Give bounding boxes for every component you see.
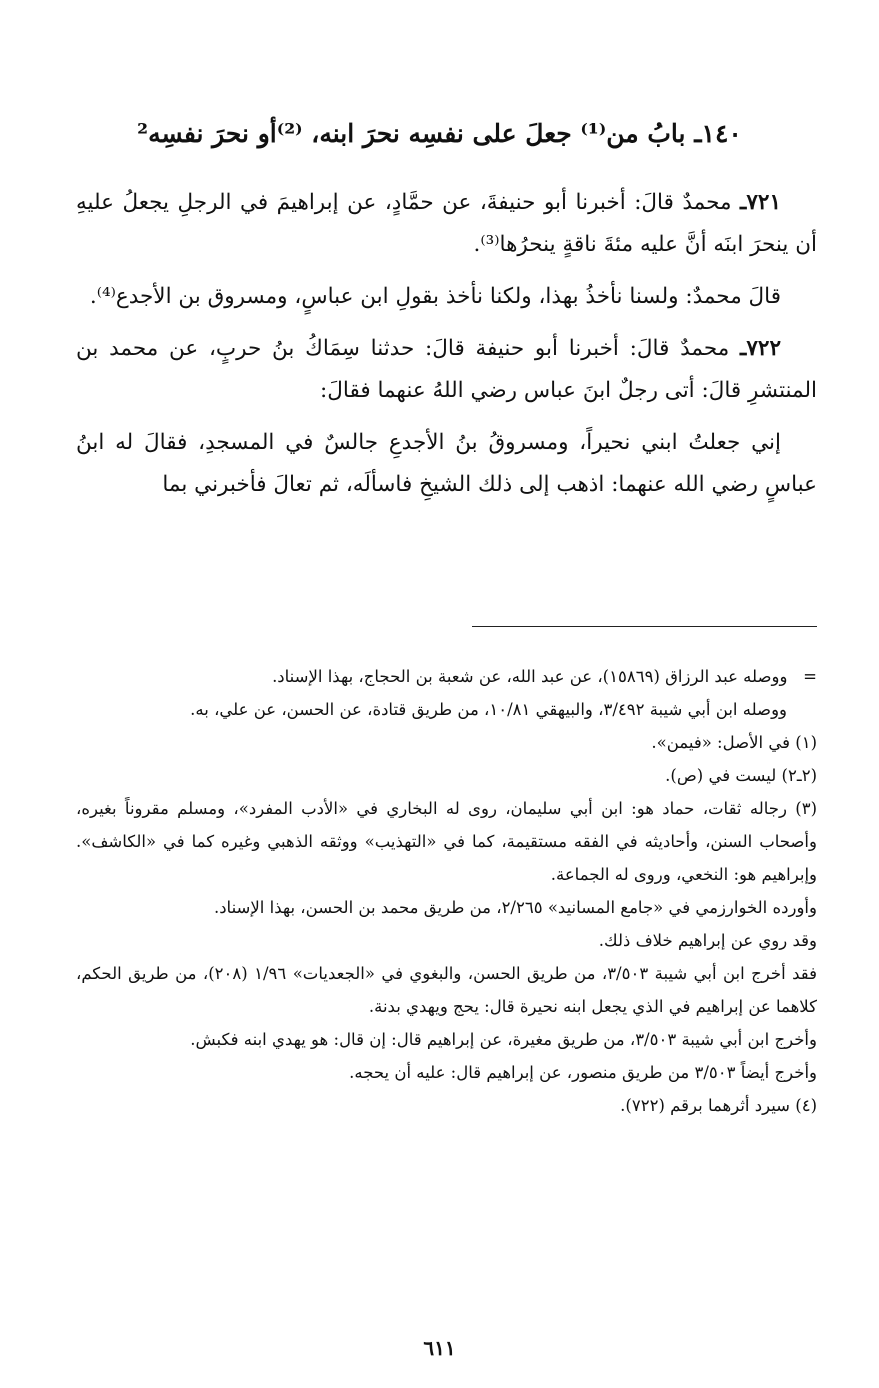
footnotes: [76, 660, 817, 1122]
footnote-continuation: [76, 660, 817, 693]
footnote-3-line: وأورده الخوارزمي في «جامع المسانيد» ٢/٢٦٥، من طريق محمد بن الحسن، بهذا الإسناد.: [213, 898, 817, 917]
footnote-2: (٢ـ٢) ليست في (ص).: [665, 766, 817, 785]
chapter-heading: ١٤٠ـ بابُ من⁽¹⁾ جعلَ على نفسِه نحرَ ابنه، ⁽²⁾أو نحرَ نفسِه²: [137, 119, 742, 148]
footnote-3-line: فقد أخرج ابن أبي شيبة ٣/٥٠٣، من طريق الحسن، والبغوي في «الجعديات» ١/٩٦ (٢٠٨)، من طريق الحكم، كلاهما عن إبراهيم في الذي يجعل ابنه نحيرة قال: يحج ويهدي بدنة.: [76, 964, 817, 1016]
page-number: ٦١١: [423, 1336, 456, 1360]
quote-paragraph: إني جعلتُ ابني نحيراً، ومسروقُ بنُ الأجدعِ جالسٌ في المسجدِ، فقالَ له ابنُ عباسٍ رضي الله عنهما: اذهب إلى ذلك الشيخِ فاسألَه، ثم تعالَ فأخبرني بما: [76, 430, 817, 497]
hadith-721: [76, 182, 817, 266]
footnote-separator: [472, 626, 817, 627]
hadith-text: محمدٌ قالَ: أخبرنا أبو حنيفةَ، عن حمَّادٍ، عن إبراهيمَ في الرجلِ يجعلُ عليهِ أن ينحرَ ابنَه أنَّ عليه مئةَ ناقةٍ ينحرُها⁽³⁾.: [76, 190, 817, 257]
footnote-3-line: وقد روي عن إبراهيم خلاف ذلك.: [598, 931, 817, 950]
continuation-mark: =: [803, 667, 817, 686]
footnote-3: (٣) رجاله ثقات، حماد هو: ابن أبي سليمان، روى له البخاري في «الأدب المفرد»، ومسلم مقروناً بغيره، وأصحاب السنن، وأحاديثه في الفقه مستقيمة، كما في «التهذيب» ووثقه الذهبي وغيره كما في «الكاشف». وإبراهيم هو: النخعي، وروى له الجماعة.: [76, 799, 817, 884]
commentary-paragraph: قالَ محمدٌ: ولسنا نأخذُ بهذا، ولكنا نأخذ بقولِ ابن عباسٍ، ومسروق بن الأجدع⁽⁴⁾.: [89, 284, 781, 309]
footnote-3-line: وأخرج أيضاً ٣/٥٠٣ من طريق منصور، عن إبراهيم قال: عليه أن يحجه.: [349, 1063, 817, 1082]
main-text: [76, 182, 817, 514]
hadith-722: [76, 328, 817, 412]
hadith-number: ٧٢٢ـ: [740, 336, 781, 361]
hadith-text: محمدٌ قالَ: أخبرنا أبو حنيفة قالَ: حدثنا سِمَاكُ بنُ حربٍ، عن محمد بن المنتشرِ قالَ: أتى رجلٌ ابنَ عباس رضي اللهُ عنهما فقالَ:: [76, 336, 817, 403]
footnote-line: ووصله ابن أبي شيبة ٣/٤٩٢، والبيهقي ١٠/٨١، من طريق قتادة، عن الحسن، عن علي، به.: [190, 700, 787, 719]
hadith-number: ٧٢١ـ: [740, 190, 781, 215]
footnote-3-line: وأخرج ابن أبي شيبة ٣/٥٠٣، من طريق مغيرة، عن إبراهيم قال: إن قال: هو يهدي ابنه فكبش.: [190, 1030, 817, 1049]
footnote-4: (٤) سيرد أثرهما برقم (٧٢٢).: [620, 1096, 817, 1115]
footnote-line: ووصله عبد الرزاق (١٥٨٦٩)، عن عبد الله، عن شعبة بن الحجاج، بهذا الإسناد.: [272, 667, 788, 686]
footnote-1: (١) في الأصل: «فيمن».: [651, 733, 817, 752]
